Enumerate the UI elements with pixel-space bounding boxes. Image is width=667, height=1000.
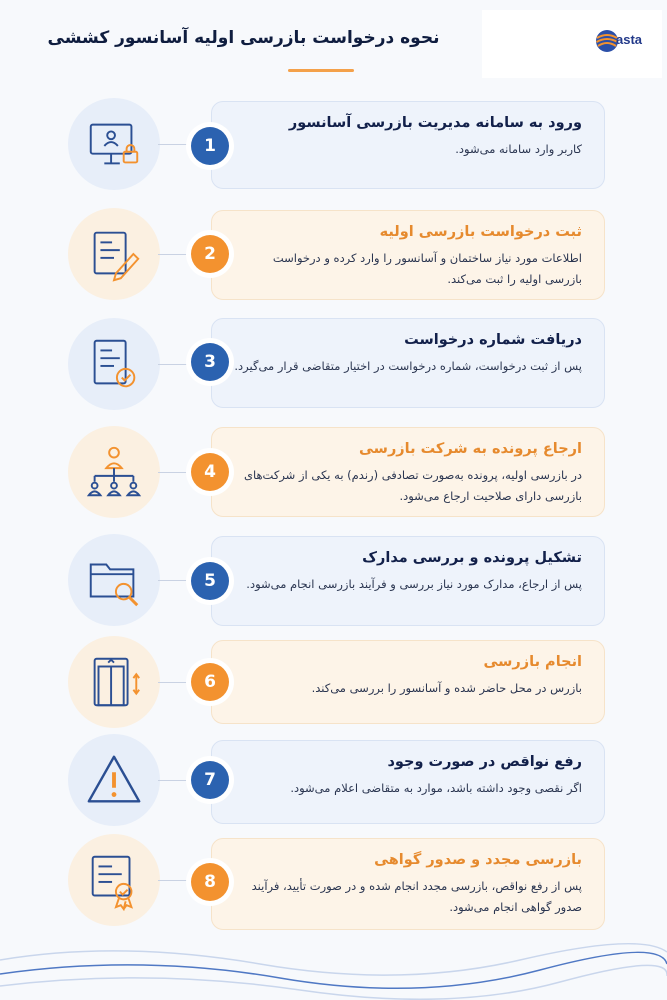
decorative-wave [0,930,667,1000]
document-pencil-icon [83,223,145,285]
step-3-title: دریافت شماره درخواست [404,332,582,348]
step-8-icon-circle [68,834,160,926]
step-5-badge: 5 [191,562,229,600]
step-4-card [211,427,605,517]
step-7-card [211,740,605,824]
document-check-icon [83,333,145,395]
step-1-card [211,101,605,189]
warning-icon [83,749,145,811]
step-5-desc: پس از ارجاع، مدارک مورد نیاز بررسی و فرآیند بازرسی انجام می‌شود. [246,577,582,591]
step-4-icon-circle [68,426,160,518]
step-3-connector [158,364,194,365]
step-5-title: تشکیل پرونده و بررسی مدارک [362,550,582,566]
step-3-icon-circle [68,318,160,410]
step-1-icon-circle [68,98,160,190]
step-8-title: بازرسی مجدد و صدور گواهی [374,852,582,868]
folder-search-icon [83,549,145,611]
step-1-connector [158,144,194,145]
step-1-title: ورود به سامانه مدیریت بازرسی آسانسور [288,115,582,131]
elevator-icon [83,651,145,713]
step-4-title: ارجاع پرونده به شرکت بازرسی [359,441,582,457]
logo-text: asta [616,32,643,47]
step-2-connector [158,254,194,255]
step-6-title: انجام بازرسی [483,654,582,670]
step-1-desc: کاربر وارد سامانه می‌شود. [455,142,582,156]
step-2-badge: 2 [191,235,229,273]
step-8-desc: پس از رفع نواقص، بازرسی مجدد انجام شده و در صورت تأیید، فرآیند صدور گواهی انجام می‌شود. [251,879,582,914]
step-2-title: ثبت درخواست بازرسی اولیه [379,224,582,240]
step-7-title: رفع نواقص در صورت وجود [387,754,582,770]
org-chart-icon [83,441,145,503]
step-6-badge: 6 [191,663,229,701]
step-8-card [211,838,605,930]
step-8-badge: 8 [191,863,229,901]
step-7-badge: 7 [191,761,229,799]
step-3-badge: 3 [191,343,229,381]
step-8-connector [158,880,194,881]
step-1-badge: 1 [191,127,229,165]
step-3-card [211,318,605,408]
step-4-desc: در بازرسی اولیه، پرونده به‌صورت تصادفی (رندم) به یکی از شرکت‌های بازرسی دارای صلاحیت ارجاع می‌شود. [243,468,582,503]
step-7-desc: اگر نقصی وجود داشته باشد، موارد به متقاضی اعلام می‌شود. [290,781,582,795]
brand-logo [482,10,662,78]
step-7-connector [158,780,194,781]
step-3-desc: پس از ثبت درخواست، شماره درخواست در اختیار متقاضی قرار می‌گیرد. [234,359,582,373]
certificate-icon [83,849,145,911]
step-2-card [211,210,605,300]
step-6-connector [158,682,194,683]
step-5-icon-circle [68,534,160,626]
step-2-icon-circle [68,208,160,300]
step-4-connector [158,472,194,473]
step-5-card [211,536,605,626]
step-7-icon-circle [68,734,160,826]
step-6-card [211,640,605,724]
step-6-desc: بازرس در محل حاضر شده و آسانسور را بررسی می‌کند. [311,681,582,695]
title-underline [288,69,354,72]
step-2-desc: اطلاعات مورد نیاز ساختمان و آسانسور را وارد کرده و درخواست بازرسی اولیه را ثبت می‌کند. [272,251,582,286]
page-title: نحوه درخواست بازرسی اولیه آسانسور کششی [47,28,440,48]
step-5-connector [158,580,194,581]
computer-lock-icon [83,113,145,175]
step-4-badge: 4 [191,453,229,491]
step-6-icon-circle [68,636,160,728]
